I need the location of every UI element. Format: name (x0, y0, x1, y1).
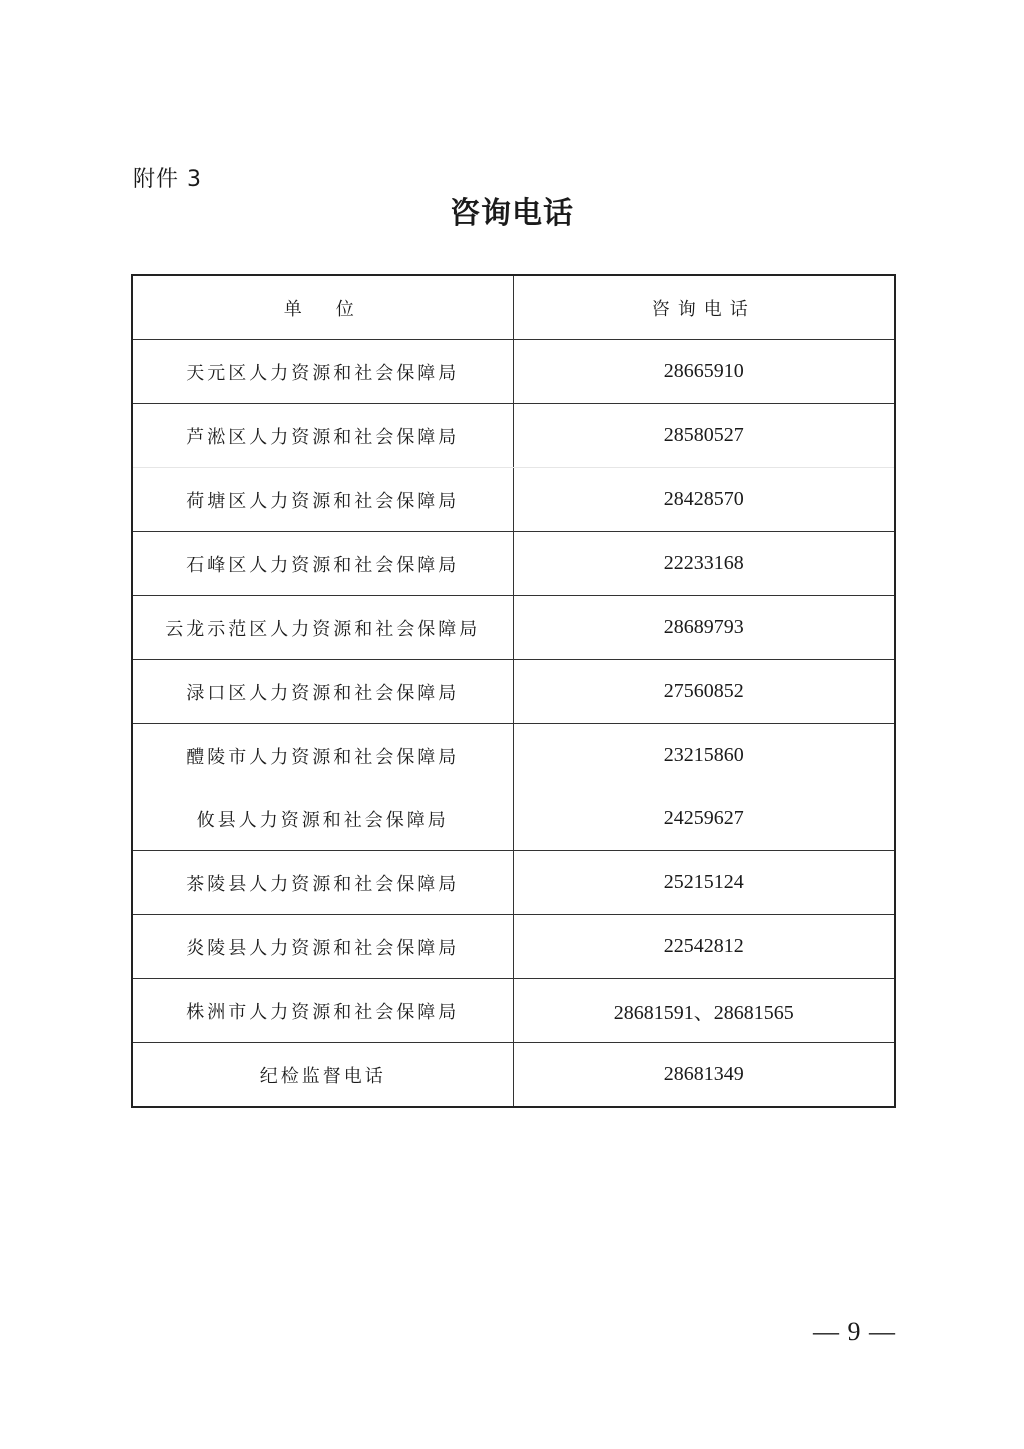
table-row (132, 660, 895, 724)
unit-cell: 茶陵县人力资源和社会保障局 (132, 851, 513, 915)
table-row (132, 532, 895, 596)
unit-cell: 株洲市人力资源和社会保障局 (132, 979, 513, 1043)
unit-cell: 渌口区人力资源和社会保障局 (132, 660, 513, 724)
unit-cell: 醴陵市人力资源和社会保障局 (132, 724, 513, 788)
unit-cell: 石峰区人力资源和社会保障局 (132, 532, 513, 596)
unit-cell: 芦淞区人力资源和社会保障局 (132, 404, 513, 468)
unit-cell: 攸县人力资源和社会保障局 (132, 787, 513, 851)
header-unit: 单 位 (132, 275, 513, 340)
table-row (132, 468, 895, 532)
table-row (132, 1043, 895, 1108)
unit-cell: 炎陵县人力资源和社会保障局 (132, 915, 513, 979)
unit-cell: 荷塘区人力资源和社会保障局 (132, 468, 513, 532)
table-row (132, 979, 895, 1043)
phone-cell: 27560852 (513, 660, 895, 724)
table-row (132, 596, 895, 660)
phone-cell: 28681591、28681565 (513, 979, 895, 1043)
table-row (132, 915, 895, 979)
page-title: 咨询电话 (450, 196, 574, 231)
phone-cell: 25215124 (513, 851, 895, 915)
phone-cell: 24259627 (513, 787, 895, 851)
table-row (132, 724, 895, 788)
phone-cell: 22233168 (513, 532, 895, 596)
phone-cell: 22542812 (513, 915, 895, 979)
header-phone: 咨询电话 (513, 275, 895, 340)
table-row (132, 404, 895, 468)
phone-cell: 28580527 (513, 404, 895, 468)
table-header-row (132, 275, 895, 340)
unit-cell: 纪检监督电话 (132, 1043, 513, 1108)
table-row (132, 851, 895, 915)
unit-cell: 云龙示范区人力资源和社会保障局 (132, 596, 513, 660)
page-number: — 9 — (813, 1317, 896, 1346)
phone-cell: 28681349 (513, 1043, 895, 1108)
table-row (132, 787, 895, 851)
table-row (132, 340, 895, 404)
unit-cell: 天元区人力资源和社会保障局 (132, 340, 513, 404)
phone-cell: 28689793 (513, 596, 895, 660)
phone-cell: 28665910 (513, 340, 895, 404)
phone-cell: 28428570 (513, 468, 895, 532)
phone-cell: 23215860 (513, 724, 895, 788)
attachment-label: 附件 3 (133, 167, 202, 192)
consultation-phone-table (131, 274, 896, 1108)
